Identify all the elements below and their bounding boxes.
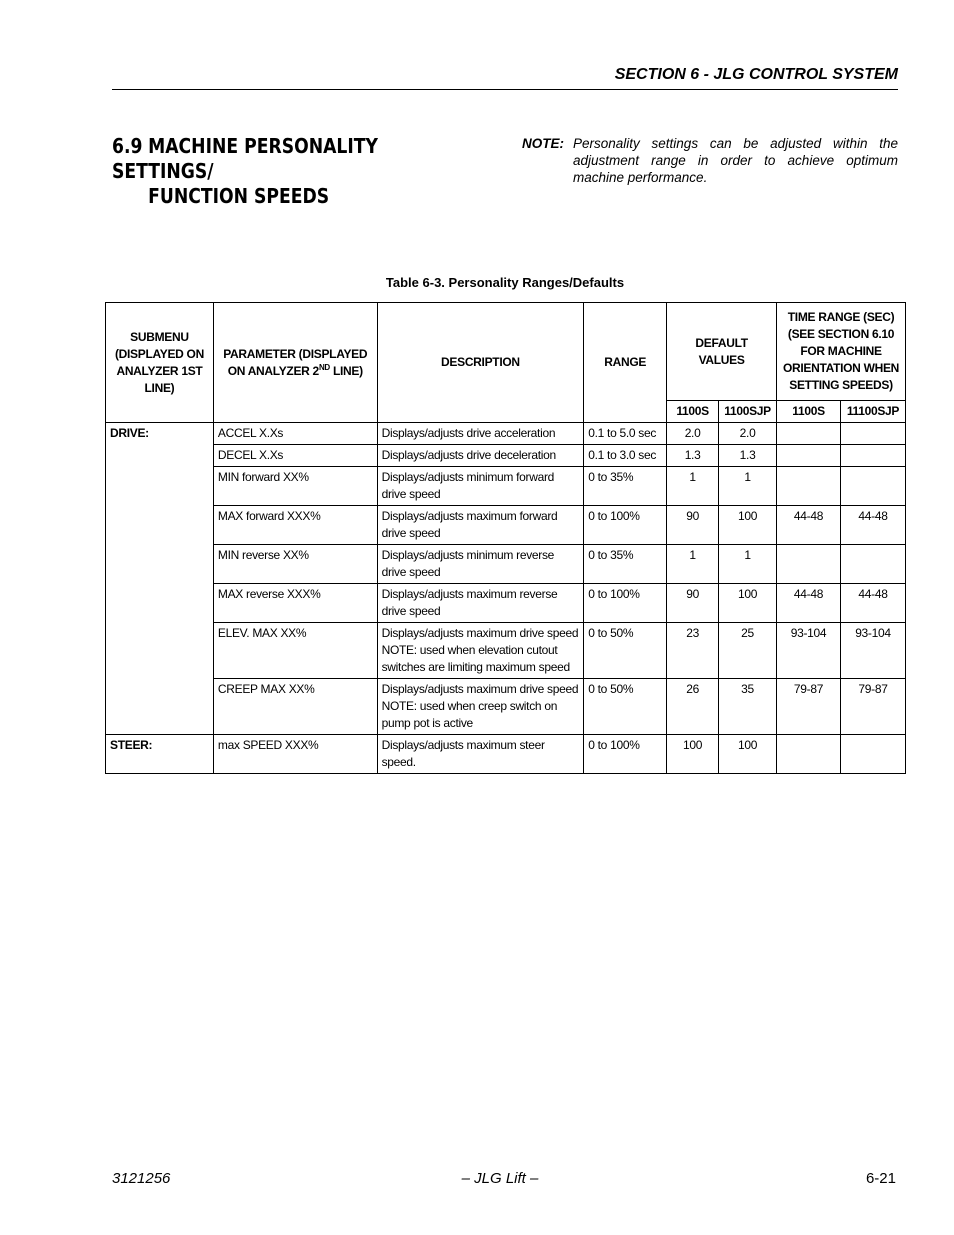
cell-range: 0.1 to 5.0 sec [584, 423, 667, 445]
cell-default-1100sjp: 2.0 [719, 423, 777, 445]
submenu-steer: STEER: [106, 735, 214, 774]
cell-default-1100s: 23 [667, 623, 719, 679]
footer-doc-number: 3121256 [112, 1170, 171, 1187]
cell-range: 0 to 50% [584, 623, 667, 679]
table-row [106, 545, 906, 584]
footer-page-number: 6-21 [865, 1170, 896, 1187]
cell-range: 0 to 100% [584, 584, 667, 623]
cell-range: 0 to 100% [584, 735, 667, 774]
cell-default-1100sjp: 100 [719, 584, 777, 623]
cell-description: Displays/adjusts minimum forward drive speed [377, 467, 584, 506]
cell-parameter: MAX reverse XXX% [213, 584, 377, 623]
cell-time-11100sjp [840, 735, 905, 774]
cell-time-11100sjp [840, 445, 905, 467]
cell-parameter: DECEL X.Xs [213, 445, 377, 467]
cell-time-11100sjp: 93-104 [840, 623, 905, 679]
cell-description: Displays/adjusts maximum reverse drive speed [377, 584, 584, 623]
cell-time-1100s: 79-87 [777, 679, 841, 735]
cell-range: 0.1 to 3.0 sec [584, 445, 667, 467]
note-text: Personality settings can be adjusted within the adjustment range in order to achieve optimum machine performance. [573, 136, 898, 185]
cell-time-11100sjp [840, 423, 905, 445]
cell-default-1100s: 90 [667, 584, 719, 623]
cell-default-1100s: 100 [667, 735, 719, 774]
cell-parameter: ELEV. MAX XX% [213, 623, 377, 679]
header-rule [112, 89, 898, 90]
cell-time-11100sjp: 44-48 [840, 584, 905, 623]
cell-time-11100sjp [840, 545, 905, 584]
cell-time-1100s: 93-104 [777, 623, 841, 679]
cell-description: Displays/adjusts maximum forward drive speed [377, 506, 584, 545]
cell-time-11100sjp: 44-48 [840, 506, 905, 545]
cell-description: Displays/adjusts maximum drive speed NOTE: used when elevation cutout switches are limiting maximum speed [377, 623, 584, 679]
table-row [106, 423, 906, 445]
cell-time-1100s: 44-48 [777, 506, 841, 545]
table-row [106, 623, 906, 679]
cell-range: 0 to 35% [584, 545, 667, 584]
cell-default-1100sjp: 1 [719, 467, 777, 506]
cell-description: Displays/adjusts maximum drive speed NOTE: used when creep switch on pump pot is active [377, 679, 584, 735]
cell-description: Displays/adjusts drive deceleration [377, 445, 584, 467]
table-row [106, 467, 906, 506]
cell-parameter: ACCEL X.Xs [213, 423, 377, 445]
cell-time-11100sjp [840, 467, 905, 506]
table-row [106, 506, 906, 545]
cell-parameter: CREEP MAX XX% [213, 679, 377, 735]
cell-description: Displays/adjusts minimum reverse drive speed [377, 545, 584, 584]
cell-default-1100sjp: 100 [719, 735, 777, 774]
heading-line-2: FUNCTION SPEEDS [148, 184, 330, 208]
cell-description: Displays/adjusts maximum steer speed. [377, 735, 584, 774]
cell-time-1100s [777, 467, 841, 506]
header-range: RANGE [584, 303, 667, 423]
cell-default-1100s: 1 [667, 467, 719, 506]
cell-default-1100s: 1.3 [667, 445, 719, 467]
heading-line-1: MACHINE PERSONALITY SETTINGS/ [112, 134, 378, 183]
cell-default-1100sjp: 25 [719, 623, 777, 679]
header-description: DESCRIPTION [377, 303, 584, 423]
header-parameter: PARAMETER (DISPLAYED ON ANALYZER 2ND LINE) [213, 303, 377, 423]
cell-default-1100sjp: 1.3 [719, 445, 777, 467]
header-time-1100s: 1100S [777, 401, 841, 423]
note-block [522, 135, 898, 186]
cell-time-11100sjp: 79-87 [840, 679, 905, 735]
table-row [106, 735, 906, 774]
table-row [106, 584, 906, 623]
cell-range: 0 to 50% [584, 679, 667, 735]
cell-range: 0 to 100% [584, 506, 667, 545]
header-default-values: DEFAULT VALUES [667, 303, 777, 401]
cell-default-1100sjp: 35 [719, 679, 777, 735]
cell-time-1100s: 44-48 [777, 584, 841, 623]
submenu-drive: DRIVE: [106, 423, 214, 735]
personality-table [105, 302, 906, 774]
cell-parameter: MAX forward XXX% [213, 506, 377, 545]
section-header: SECTION 6 - JLG CONTROL SYSTEM [614, 66, 898, 83]
header-default-1100sjp: 1100SJP [719, 401, 777, 423]
cell-default-1100s: 1 [667, 545, 719, 584]
header-default-1100s: 1100S [667, 401, 719, 423]
table-caption: Table 6-3. Personality Ranges/Defaults [385, 275, 625, 290]
cell-default-1100s: 26 [667, 679, 719, 735]
cell-default-1100sjp: 1 [719, 545, 777, 584]
table-row [106, 445, 906, 467]
cell-time-1100s [777, 545, 841, 584]
table-row [106, 679, 906, 735]
cell-range: 0 to 35% [584, 467, 667, 506]
header-submenu: SUBMENU (DISPLAYED ON ANALYZER 1ST LINE) [106, 303, 214, 423]
header-time-range: TIME RANGE (SEC) (SEE SECTION 6.10 FOR MACHINE ORIENTATION WHEN SETTING SPEEDS) [777, 303, 906, 401]
cell-time-1100s [777, 445, 841, 467]
footer-center-title: – JLG Lift – [461, 1170, 539, 1187]
cell-parameter: max SPEED XXX% [213, 735, 377, 774]
cell-time-1100s [777, 735, 841, 774]
section-heading [112, 134, 439, 209]
cell-default-1100sjp: 100 [719, 506, 777, 545]
note-label: NOTE: [522, 136, 564, 151]
cell-description: Displays/adjusts drive acceleration [377, 423, 584, 445]
cell-default-1100s: 90 [667, 506, 719, 545]
header-time-11100sjp: 11100SJP [840, 401, 905, 423]
cell-parameter: MIN reverse XX% [213, 545, 377, 584]
cell-parameter: MIN forward XX% [213, 467, 377, 506]
cell-time-1100s [777, 423, 841, 445]
cell-default-1100s: 2.0 [667, 423, 719, 445]
section-number: 6.9 [112, 134, 143, 158]
